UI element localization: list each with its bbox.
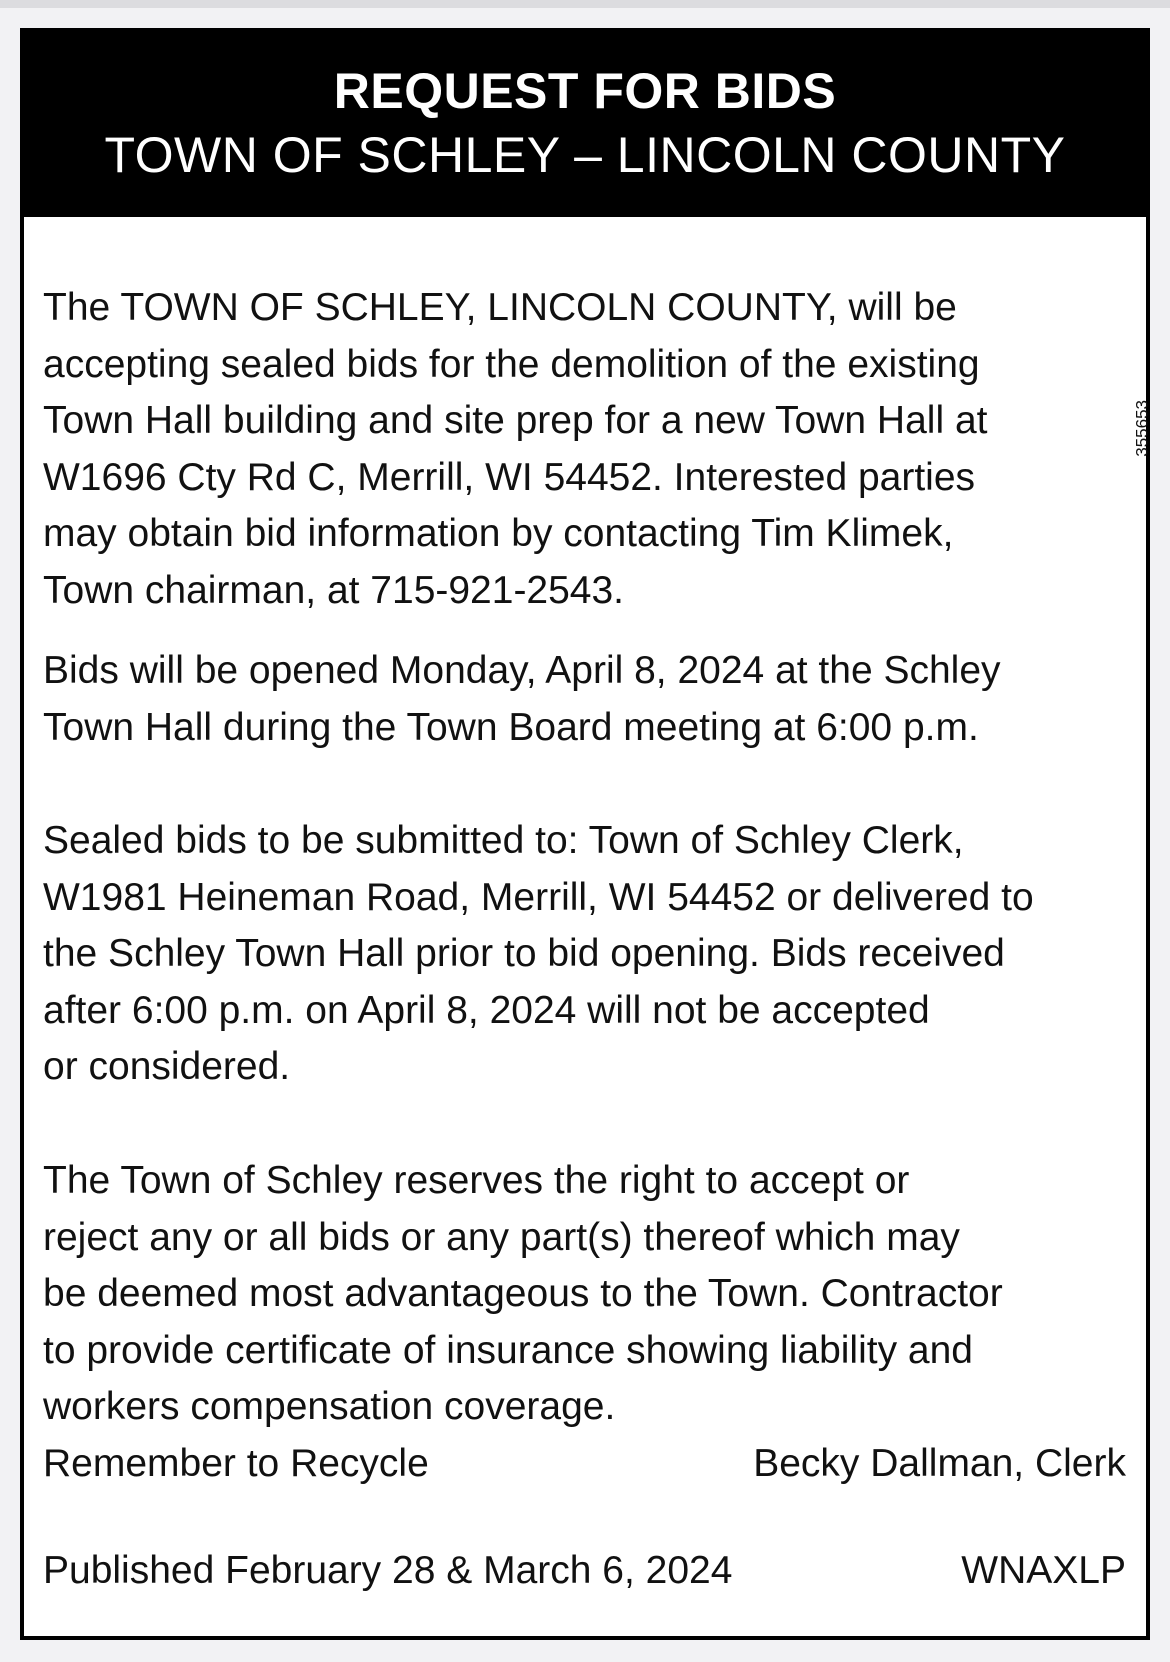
- text-line: or considered.: [43, 1045, 291, 1088]
- text-line: Sealed bids to be submitted to: Town of Schley Clerk,: [43, 819, 964, 862]
- notice-subtitle: TOWN OF SCHLEY – LINCOLN COUNTY: [104, 127, 1066, 183]
- text-line: W1696 Cty Rd C, Merrill, WI 54452. Interested parties: [43, 455, 976, 499]
- clerk-signature: Becky Dallman, Clerk: [753, 1442, 1126, 1485]
- text-line: may obtain bid information by contacting Tim Klimek,: [43, 512, 954, 555]
- paragraph-bid-announcement: [43, 280, 987, 619]
- text-line: Town Hall building and site prep for a new Town Hall at: [43, 399, 988, 442]
- text-line: Bids will be opened Monday, April 8, 2024 at the Schley: [43, 649, 1001, 692]
- text-line: Town Hall during the Town Board meeting at 6:00 p.m.: [43, 705, 979, 749]
- legal-notice: [20, 28, 1150, 1640]
- text-line: The TOWN OF SCHLEY, LINCOLN COUNTY, will be: [43, 286, 957, 329]
- text-line: Town chairman, at 715-921-2543.: [43, 568, 625, 612]
- text-line: workers compensation coverage.: [43, 1385, 616, 1428]
- text-line: W1981 Heineman Road, Merrill, WI 54452 or delivered to: [43, 875, 1034, 919]
- paragraph-bid-opening: [43, 643, 1001, 756]
- published-dates: Published February 28 & March 6, 2024: [43, 1549, 733, 1592]
- text-line: after 6:00 p.m. on April 8, 2024 will not be accepted: [43, 988, 930, 1032]
- recycle-note: Remember to Recycle: [43, 1442, 429, 1485]
- paragraph-submission: [43, 813, 1034, 1096]
- text-line: to provide certificate of insurance showing liability and: [43, 1328, 974, 1372]
- text-line: accepting sealed bids for the demolition of the existing: [43, 342, 980, 386]
- paragraph-reservation: [43, 1153, 1003, 1436]
- text-line: the Schley Town Hall prior to bid opening. Bids received: [43, 932, 1005, 975]
- signature-row: [43, 1436, 1126, 1492]
- publication-row: [43, 1543, 1126, 1599]
- notice-header: [24, 32, 1146, 217]
- ad-number: 355653: [1133, 400, 1152, 457]
- top-edge: [0, 0, 1170, 8]
- text-line: reject any or all bids or any part(s) thereof which may: [43, 1215, 960, 1259]
- publication-code: WNAXLP: [961, 1549, 1126, 1592]
- text-line: The Town of Schley reserves the right to accept or: [43, 1159, 910, 1202]
- notice-title: REQUEST FOR BIDS: [333, 63, 837, 119]
- text-line: be deemed most advantageous to the Town. Contractor: [43, 1272, 1003, 1315]
